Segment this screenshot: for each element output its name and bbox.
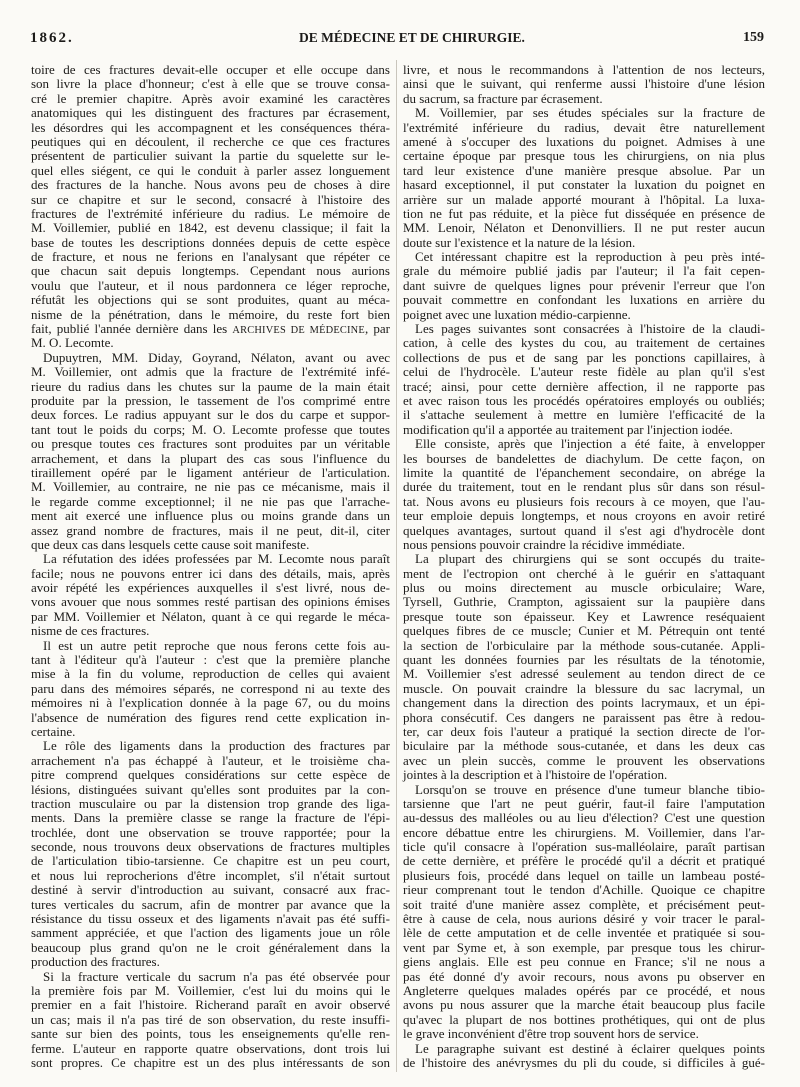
text-line: Il est un autre petit reproche que nous ferons cette fois au- (43, 637, 390, 653)
text-line: mémoires ni à l'explication donnée à la page 67, ou du moins (31, 695, 390, 711)
text-run: fait, publié l'année dernière dans les (31, 321, 233, 337)
text-line: tion ne fut pas réduite, et la pièce fut disséquée en présence de (403, 205, 765, 221)
text-line: ment de l'ectropion ont cherché à le guérir en s'attaquant (403, 565, 765, 581)
text-line: deux forces. Le radius appuyant sur le dos du carpe et suppor- (31, 407, 390, 423)
text-line: ment ait exercé une influence plus ou moins grande dans un (31, 508, 390, 524)
text-line: toire de ces fractures devait-elle occuper et elle occupe dans (31, 62, 390, 77)
text-line: que deux cas dans lesquels cette cause soit manifeste. (31, 536, 310, 552)
text-line: un cas; mais il n'a pas tiré de son observation, du reste insuffi- (31, 1011, 390, 1027)
page-number: 159 (743, 30, 764, 45)
text-line: Si la fracture verticale du sacrum n'a pas été observée pour (43, 968, 390, 984)
text-line: Cet intéressant chapitre est la reproduction à peu près inté- (415, 249, 765, 265)
text-line: tant à l'éditeur qu'à l'auteur : c'est que la première planche (31, 652, 390, 668)
text-line: au-dessus des malléoles ou au lieu d'élection? C'est une question (403, 810, 765, 826)
text-line: du sacrum, sa fracture par écrasement. (403, 90, 603, 106)
text-line: par MM. Voillemier et Nélaton, quant à ce qui regarde le méca- (31, 608, 390, 624)
text-line: muscle. On pouvait craindre la blessure du sac lacrymal, un (403, 680, 765, 696)
text-line: giens anglais. Elle est peu connue en France; s'il ne nous a (403, 954, 765, 970)
text-line: encore débattue entre les chirurgiens. M. Voillemier, dans l'ar- (403, 824, 765, 840)
text-line: la première fois par M. Voillemier, c'est lui du moins qui le (31, 983, 390, 998)
text-line: M. Voillemier, ont admis que la fracture de l'extrémité infé- (31, 364, 390, 380)
text-line: celui de l'hydrocèle. L'auteur reste fidèle au plan qu'il s'est (403, 364, 765, 380)
text-line: qu'avec la plupart de nos bottines prothétiques, qui ont de plus (403, 1011, 765, 1027)
text-line: Lorsqu'on se trouve en présence d'une tumeur blanche tibio- (415, 781, 765, 797)
text-line: facile; nous ne pouvons entrer ici dans des détails, mais, après (31, 565, 390, 581)
paragraph (31, 970, 390, 1071)
text-line: trochlée, dont une observation se trouve rapportée; pour la (31, 824, 390, 840)
text-line: rieure du radius dans les chutes sur la paume de la main était (31, 378, 390, 394)
paragraph (31, 552, 390, 638)
paragraph (403, 783, 765, 1042)
text-line: nisme de la pénétration, dans le mémoire, du reste fort bien (31, 306, 390, 322)
text-line: de cette dernière, et préfère le procédé qu'il a décrit et pratiqué (403, 853, 765, 869)
text-line: de fracture, et nous ne ferions en l'analysant que répéter ce (31, 249, 390, 265)
text-line: paru dans des mémoires séparés, ne correspond ni au texte des (31, 680, 390, 696)
text-line: soit traité d'une manière assez complète, et précisément peut- (403, 896, 765, 912)
text-line: tard leur existence d'une manière presque absolue. Par un (403, 162, 765, 178)
running-head-title: DE MÉDECINE ET DE CHIRURGIE. (299, 30, 525, 45)
text-line: que chacun sait depuis longtemps. Cependant nous aurions (31, 263, 390, 279)
text-line: ter, car deux fois l'auteur a pratiqué la section directe de l'or- (403, 723, 765, 739)
text-line: Dupuytren, MM. Diday, Goyrand, Nélaton, avant ou avec (43, 349, 390, 365)
text-line: Le rôle des ligaments dans la production des fractures par (43, 738, 390, 754)
text-line: son livre la place d'honneur; c'est à elle que se trouve consa- (31, 76, 390, 92)
text-line: le grave inconvénient d'être trop souvent hors de service. (403, 1026, 699, 1042)
paragraph (403, 322, 765, 437)
paragraph (403, 106, 765, 250)
text-line: l'absence de numération des figures rend cette explication in- (31, 709, 390, 725)
text-line: les bourses de bandelettes de diachylum. De cette façon, on (403, 450, 765, 466)
text-line: La réfutation des idées professées par M. Lecomte nous paraît (43, 551, 390, 567)
text-line: dant suivre de quelques lignes pour prévenir l'erreur que l'on (403, 277, 765, 293)
text-line: teur emploie depuis longtemps, et nous croyons en avoir retiré (403, 508, 765, 524)
text-line: changement dans la direction des points lacrymaux, et un épi- (403, 695, 765, 711)
text-line: modification qu'il a apportée au traitement par l'injection iodée. (403, 421, 733, 437)
text-line: lésions, distinguées suivant qu'elles sont produites par la con- (31, 781, 390, 797)
text-line: production des fractures. (31, 954, 160, 970)
text-line: tarsienne que l'art ne peut guérir, faut-il faire l'amputation (403, 795, 765, 811)
text-line: certaine. (31, 723, 76, 739)
text-line: hasard exceptionnel, il put constater la luxation du poignet en (403, 177, 765, 193)
text-line: les désordres qui les accompagnent et les conséquences théra- (31, 119, 390, 135)
paragraph (31, 351, 390, 552)
text-line: La plupart des chirurgiens qui se sont occupés du traite- (415, 551, 765, 567)
text-line: samment appréciée, et que l'action des ligaments joue un rôle (31, 925, 390, 941)
text-line: durée du traitement, tout en le rendant plus sûr dans son résul- (403, 479, 765, 495)
paragraph (403, 250, 765, 322)
text-line: avons pu nous assurer que la marche était beaucoup plus facile (403, 997, 765, 1013)
text-line: de l'articulation tibio-tarsienne. Ce chapitre est un peu court, (31, 853, 390, 869)
text-line: mise à la fin du volume, reproduction de celles qui avaient (31, 666, 390, 682)
text-line: résistance du tissu osseux et des ligaments n'avait pas été suffi- (31, 911, 390, 927)
text-run: , par (364, 321, 390, 337)
text-line: avec un plein succès, comme le prouvent les observations (403, 752, 765, 768)
text-line: arrière sur un malade apporté mourant à l'hôpital. La luxa- (403, 191, 765, 207)
text-line: quant les données fournies par les résultats de la ténotomie, (403, 652, 765, 668)
text-line: certaine époque par presque tous les chirurgiens, on nia plus (403, 148, 765, 164)
text-line: Tyrsell, Guthrie, Crampton, agissaient sur la paupière dans (403, 594, 765, 610)
text-line: biculaire par la méthode sous-cutanée, et dans les deux cas (403, 738, 765, 754)
text-line: nous pensions pouvoir craindre la récidive immédiate. (403, 536, 685, 552)
text-line: plus ou moins directement au muscle orbiculaire; Ware, (403, 580, 765, 596)
journal-title: ARCHIVES DE MÉDECINE (232, 325, 365, 337)
text-line: arrachement n'a pas échappé à l'auteur, et le troisième cha- (31, 752, 390, 768)
paragraph (403, 63, 765, 106)
text-line: l'extrémité inférieure du radius, devait être naturellement (403, 119, 765, 135)
text-line: sur ce chapitre et sur le second, consacré à l'histoire des (31, 191, 390, 207)
text-line: pitre comprend quelques considérations sur cette espèce de (31, 767, 390, 783)
text-line: sont propres. Ce chapitre est un des plus intéressants de son (31, 1054, 390, 1070)
column-divider (396, 60, 397, 1072)
text-line: réfutât les objections qui se sont produites, quant au méca- (31, 292, 390, 308)
text-line: plusieurs fois, procédé dans lequel on taille un lambeau posté- (403, 867, 765, 883)
text-line: phora consécutif. Ces dangers ne paraissent pas être à redou- (403, 709, 765, 725)
text-line: grale du mémoire publié jadis par l'auteur; il l'a fait cepen- (403, 263, 765, 279)
paragraph (31, 639, 390, 740)
text-line: Angleterre quelques malades opérés par ce procédé, et nous (403, 983, 765, 998)
text-line: amené à s'occuper des luxations du poignet. Admises à une (403, 133, 765, 149)
text-line: assez grand nombre de fractures, mais il ne peut, dit-il, citer (31, 522, 390, 538)
text-line: poignet avec une luxation médio-carpienne. (403, 306, 631, 322)
text-line: ferme. L'auteur en rapporte quatre observations, dont trois lui (31, 1040, 390, 1056)
text-line: cré le premier chapitre. Après avoir examiné les caractères (31, 90, 390, 106)
text-line: M. Voillemier, publié en 1842, est devenu classique; il fait la (31, 220, 390, 236)
text-line: collections de pus et de sang par les ponctions capillaires, à (403, 349, 765, 365)
text-line: fractures de l'extrémité inférieure du radius. Le mémoire de (31, 205, 390, 221)
text-line: présentent de particulier suivant la partie du squelette sur le- (31, 148, 390, 164)
text-line: presque toute son épaisseur. Key et Lawrence reséquaient (403, 608, 765, 624)
text-line: nisme de ces fractures. (31, 623, 150, 639)
text-line: quelques avantages, surtout quand il s'est agi d'hydrocèle dont (403, 522, 765, 538)
text-line: la section de l'orbiculaire par la méthode sous-cutanée. Appli- (403, 637, 765, 653)
text-line: tiraillement opéré par le ligament antérieur de l'articulation. (31, 464, 390, 480)
text-line: lèle de cette amputation et de celle inventée et pratiquée si sou- (403, 925, 765, 941)
text-line: arrachement, et dans la plupart des cas sous l'influence du (31, 450, 390, 466)
text-line: le regarde comme exceptionnel; il ne nie pas que l'arrache- (31, 493, 390, 509)
text-line: avoir répété les expériences auxquelles il s'est livré, nous de- (31, 580, 390, 596)
text-line: M. Voillemier, au contraire, ne nie pas ce mécanisme, mais il (31, 479, 390, 495)
text-line: Les pages suivantes sont consacrées à l'histoire de la claudi- (415, 321, 765, 337)
text-line: rieur comprenant tout le tendon d'Achille. Quoique ce chapitre (403, 882, 765, 898)
text-line: anatomiques qui les distinguent des fractures par écrasement, (31, 105, 390, 121)
paragraph (403, 437, 765, 552)
text-line: tant tout le poids du corps; M. O. Lecomte professe que toutes (31, 421, 390, 437)
text-line: limite la quantité de l'épanchement secondaire, on abrége la (403, 464, 765, 480)
text-line: base de toutes les descriptions données depuis de cette espèce (31, 234, 390, 250)
text-line: MM. Lenoir, Nélaton et Denonvilliers. Il ne put rester aucun (403, 220, 765, 236)
right-column (403, 63, 765, 1070)
text-line: ou presque toutes ces fractures sont produites par un véritable (31, 436, 390, 452)
text-line: produite par la pression, le tassement de l'os comprimé entre (31, 392, 390, 408)
text-line: ticle qu'il consacre à l'opération sus-malléolaire, paraît partisan (403, 839, 765, 855)
text-line: et avec raison tous les procédés opératoires employés ou oubliés; (403, 392, 765, 408)
text-line: quelques fibres de ce muscle; Cunier et M. Pétrequin ont tenté (403, 623, 765, 639)
text-line: vons avouer que nous sommes resté partisan des opinions émises (31, 594, 390, 610)
text-line: M. Voillemier s'est adressé seulement au tendon direct de ce (403, 666, 765, 682)
text-line: de l'histoire des anévrysmes du pli du coude, si difficiles à gué- (403, 1054, 765, 1070)
text-line: doute sur l'existence et la nature de la lésion. (403, 234, 636, 250)
paragraph (31, 63, 390, 351)
text-line: tures verticales du sacrum, afin de montrer par avance que la (31, 896, 390, 912)
text-line: seconde, nous trouvons deux observations de fractures multiples (31, 839, 390, 855)
text-line: M. Voillemier, par ses études spéciales sur la fracture de (415, 105, 765, 121)
text-line: peutiques qui en découlent, il recherche ce que ces fractures (31, 133, 390, 149)
text-line: des fractures de la hanche. Nous avons peu de choses à dire (31, 177, 390, 193)
text-line: tat. Nous avons eu plusieurs fois recours à ce moyen, que l'au- (403, 493, 765, 509)
text-line: ainsi que le suivant, qui renferme aussi l'histoire d'une lésion (403, 76, 765, 92)
text-line (31, 322, 390, 336)
paragraph (403, 552, 765, 782)
text-line: M. O. Lecomte. (31, 335, 114, 351)
text-line: pas été donné d'y avoir recours, nous avons pu observer en (403, 968, 765, 984)
text-line: cation, à celle des kystes du cou, au traitement de certaines (403, 335, 765, 351)
text-line: traction musculaire ou par la distension trop grande des liga- (31, 795, 390, 811)
text-line: livre, et nous le recommandons à l'attention de nos lecteurs, (403, 62, 765, 77)
text-line: et nous lui reprocherions d'être incomplet, s'il n'était surtout (31, 867, 390, 883)
text-line: il s'attache seulement à mettre en lumière l'efficacité de la (403, 407, 765, 423)
text-line: ments. Dans la première classe se range la fracture de l'épi- (31, 810, 390, 826)
text-line: beaucoup plus grand qu'on ne le croit généralement dans la (31, 939, 390, 955)
text-line: Elle consiste, après que l'injection a été faite, à envelopper (415, 436, 765, 452)
text-line: destiné à servir d'introduction au suivant, consacré aux frac- (31, 882, 390, 898)
left-column (31, 63, 390, 1070)
text-line: jointes à la description et à l'histoire de l'opération. (403, 767, 668, 783)
text-line: vent par Syme et, à son exemple, par presque tous les chirur- (403, 939, 765, 955)
text-line: voulu que l'auteur, et il nous pardonnera ce léger reproche, (31, 277, 390, 293)
text-line: tracé; ainsi, pour cette dernière affection, il ne rapporte pas (403, 378, 765, 394)
text-line: être à cause de cela, nous aurions désiré y voir tracer le paral- (403, 911, 765, 927)
text-line: quel elles siégent, ce qui le conduit à parler assez longuement (31, 162, 390, 178)
text-line: Le paragraphe suivant est destiné à éclairer quelques points (415, 1040, 765, 1056)
paragraph (403, 1042, 765, 1071)
text-line: pouvait commettre en confondant les luxations en arrière du (403, 292, 765, 308)
text-line: premier en a fait l'histoire. Richerand paraît en avoir observé (31, 997, 390, 1013)
text-line: sante sur bien des points, tous les enseignements qu'elle ren- (31, 1026, 390, 1042)
running-head-year: 1862. (30, 30, 74, 46)
paragraph (31, 739, 390, 969)
